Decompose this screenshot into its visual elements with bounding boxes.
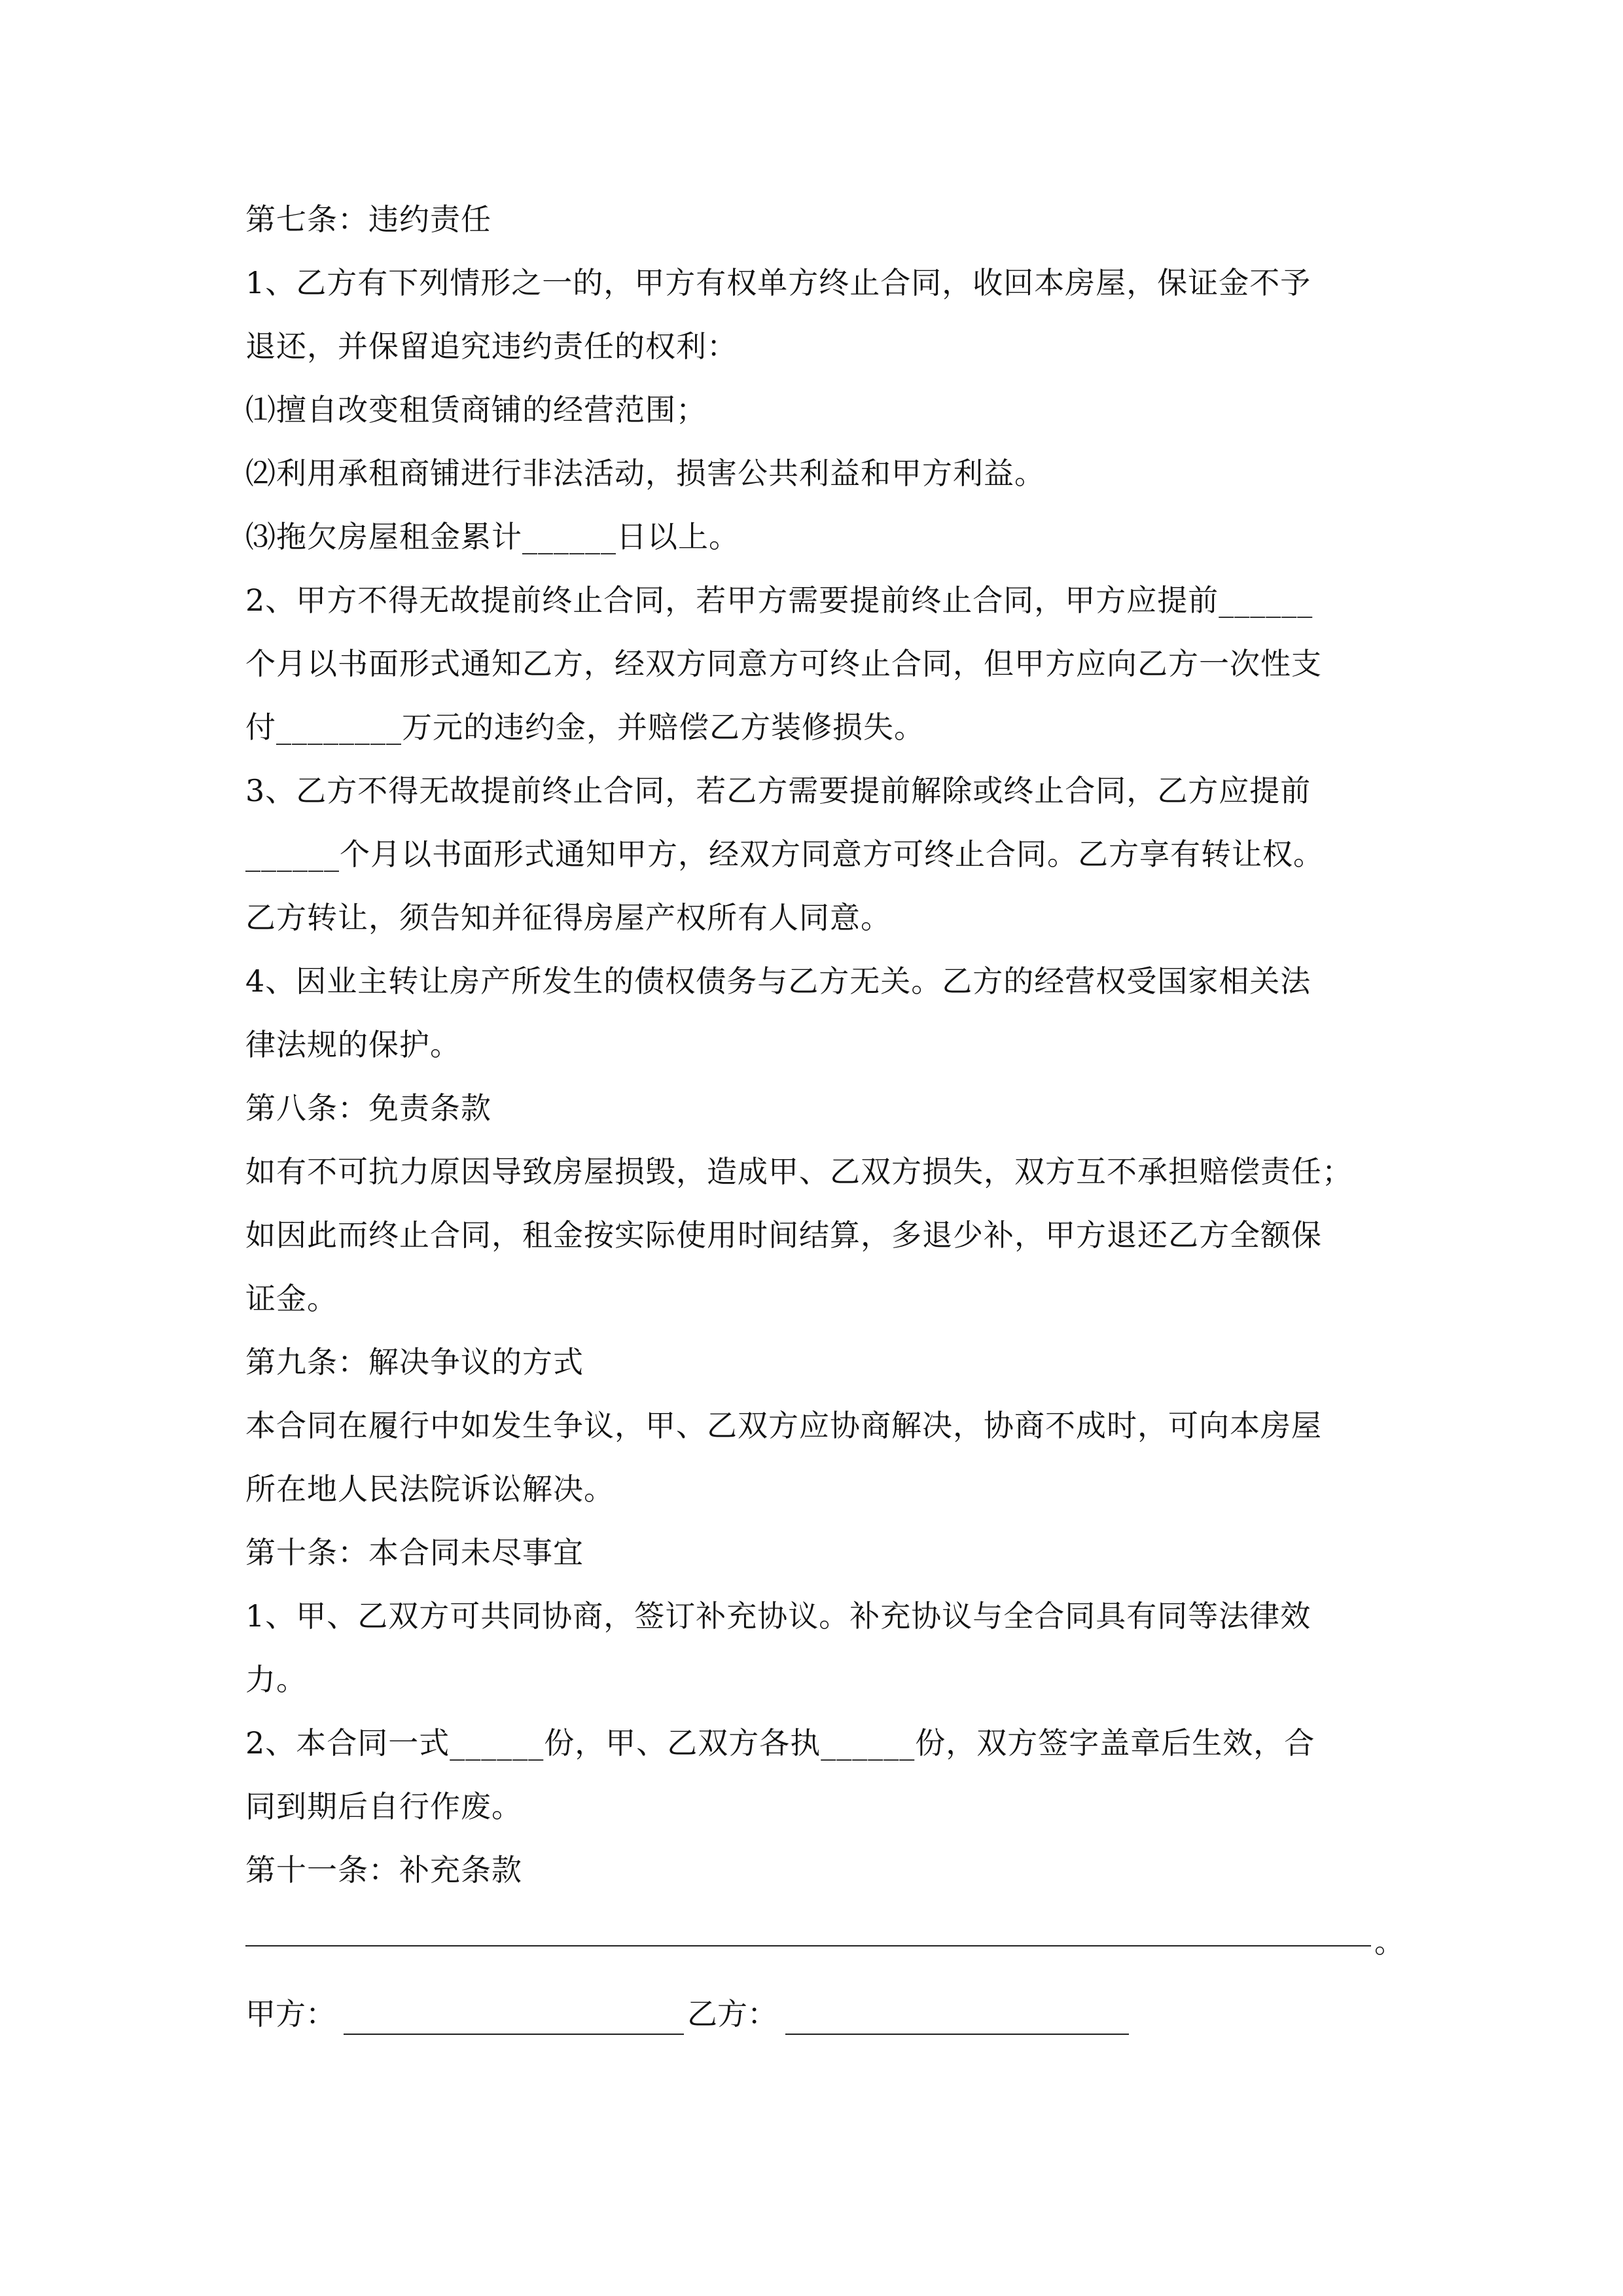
article-7-clause-3-cont: ______个月以书面形式通知甲方，经双方同意方可终止合同。乙方享有转让权。 [245, 836, 1324, 872]
article-10-heading: 第十条：本合同未尽事宜 [245, 1535, 584, 1570]
signature-row [245, 1994, 1397, 2040]
article-10-clause-1-cont: 力。 [245, 1662, 307, 1697]
article-7-item-3: ⑶拖欠房屋租金累计______日以上。 [245, 519, 740, 554]
article-9-body: 本合同在履行中如发生争议，甲、乙双方应协商解决，协商不成时，可向本房屋 [245, 1408, 1322, 1443]
party-a-signature-blank [344, 2034, 684, 2035]
article-7-clause-2-cont: 个月以书面形式通知乙方，经双方同意方可终止合同，但甲方应向乙方一次性支 [245, 646, 1322, 681]
party-b-signature-blank [785, 2034, 1129, 2035]
article-8-heading: 第八条：免责条款 [245, 1090, 491, 1126]
article-10-clause-2-cont: 同到期后自行作废。 [245, 1789, 522, 1824]
article-7-heading: 第七条：违约责任 [245, 202, 491, 237]
article-7-clause-3-cont: 乙方转让，须告知并征得房屋产权所有人同意。 [245, 900, 891, 935]
article-10-clause-1: 1、甲、乙双方可共同协商，签订补充协议。补充协议与全合同具有同等法律效 [245, 1598, 1311, 1634]
article-7-clause-4-cont: 律法规的保护。 [245, 1027, 461, 1062]
article-9-body: 所在地人民法院诉讼解决。 [245, 1471, 615, 1507]
article-7-clause-1-cont: 退还，并保留追究违约责任的权利： [245, 329, 738, 364]
article-8-body: 如因此而终止合同，租金按实际使用时间结算，多退少补，甲方退还乙方全额保 [245, 1217, 1322, 1253]
article-7-item-2: ⑵利用承租商铺进行非法活动，损害公共利益和甲方利益。 [245, 456, 1045, 491]
party-b-label: 乙方： [687, 1996, 777, 2032]
article-8-body: 证金。 [245, 1281, 338, 1316]
article-7-clause-2-cont: 付________万元的违约金，并赔偿乙方装修损失。 [245, 709, 925, 745]
article-10-clause-2: 2、本合同一式______份，甲、乙双方各执______份，双方签字盖章后生效，合 [245, 1725, 1315, 1761]
article-7-clause-4: 4、因业主转让房产所发生的债权债务与乙方无关。乙方的经营权受国家相关法 [245, 963, 1311, 999]
article-7-item-1: ⑴擅自改变租赁商铺的经营范围； [245, 392, 707, 427]
article-11-heading: 第十一条：补充条款 [245, 1852, 522, 1888]
party-a-label: 甲方： [245, 1996, 336, 2032]
article-7-clause-3: 3、乙方不得无故提前终止合同，若乙方需要提前解除或终止合同，乙方应提前 [245, 773, 1311, 808]
article-8-body: 如有不可抗力原因导致房屋损毁，造成甲、乙双方损失，双方互不承担赔偿责任； [245, 1154, 1353, 1189]
article-7-clause-2: 2、甲方不得无故提前终止合同，若甲方需要提前终止合同，甲方应提前______ [245, 583, 1313, 618]
article-9-heading: 第九条：解决争议的方式 [245, 1344, 584, 1380]
article-7-clause-1: 1、乙方有下列情形之一的，甲方有权单方终止合同，收回本房屋，保证金不予 [245, 265, 1311, 300]
supplement-blank-line [245, 1945, 1371, 1946]
supplement-period: 。 [1374, 1924, 1404, 1960]
